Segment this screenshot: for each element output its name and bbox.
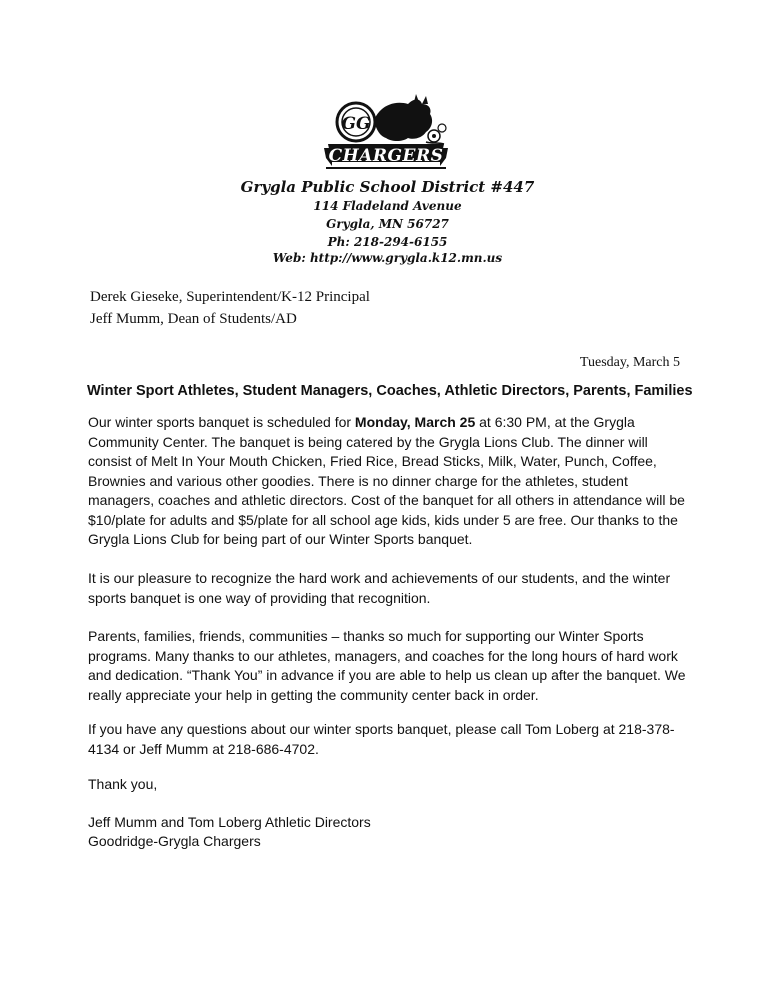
paragraph-contact: If you have any questions about our winter sports banquet, please call Tom Loberg at 218-378-4134 or Jeff Mumm at 218-686-4702.	[88, 721, 675, 757]
svg-text:GG: GG	[341, 114, 371, 134]
letter-heading: Winter Sport Athletes, Student Managers, Coaches, Athletic Directors, Parents, Families	[87, 383, 693, 399]
signature-names: Jeff Mumm and Tom Loberg Athletic Directors	[88, 814, 371, 830]
paragraph-recognition: It is our pleasure to recognize the hard work and achievements of our students, and the winter sports banquet is one way of providing that recognition.	[88, 570, 671, 606]
p1-text-before: Our winter sports banquet is scheduled for	[88, 414, 355, 430]
p1-text-after: at 6:30 PM, at the Grygla Community Center. The banquet is being catered by the Grygla Lions Club. The dinner will consist of Melt In Your Mouth Chicken, Fried Rice, Bread Sticks, Milk, Water, Punch, Coffee, Brownies and various other goodies. There is no dinner charge for the athletes, student managers, coaches and athletic directors. Cost of the banquet for all others in attendance will be $10/plate for adults and $5/plate for all school age kids, kids under 5 are free. Our thanks to the Grygla Lions Club for being part of our Winter Sports banquet.	[88, 414, 685, 547]
staff-superintendent: Derek Gieseke, Superintendent/K-12 Principal	[90, 289, 370, 305]
paragraph-thanks: Parents, families, friends, communities – thanks so much for supporting our Winter Sports programs. Many thanks to our athletes, managers, and coaches for the long hours of hard work and dedication. “Thank You” in advance if you are able to help us clean up after the banquet. We really appreciate your help in getting the community center back in order.	[88, 628, 686, 703]
p1-date-bold: Monday, March 25	[354, 414, 476, 430]
chargers-logo	[322, 92, 450, 174]
district-name: Grygla Public School District #447	[240, 178, 535, 196]
district-street: 114 Fladeland Avenue	[313, 199, 462, 213]
signature-team: Goodridge-Grygla Chargers	[88, 833, 261, 849]
staff-dean: Jeff Mumm, Dean of Students/AD	[90, 311, 297, 327]
district-website: Web: http://www.grygla.k12.mn.us	[272, 251, 503, 265]
logo-wordmark: CHARGERS	[328, 146, 444, 166]
paragraph-banquet-details	[88, 413, 688, 550]
district-phone: Ph: 218-294-6155	[327, 235, 448, 249]
letter-date: Tuesday, March 5	[579, 355, 680, 370]
district-city: Grygla, MN 56727	[326, 217, 449, 231]
closing: Thank you,	[88, 776, 158, 792]
